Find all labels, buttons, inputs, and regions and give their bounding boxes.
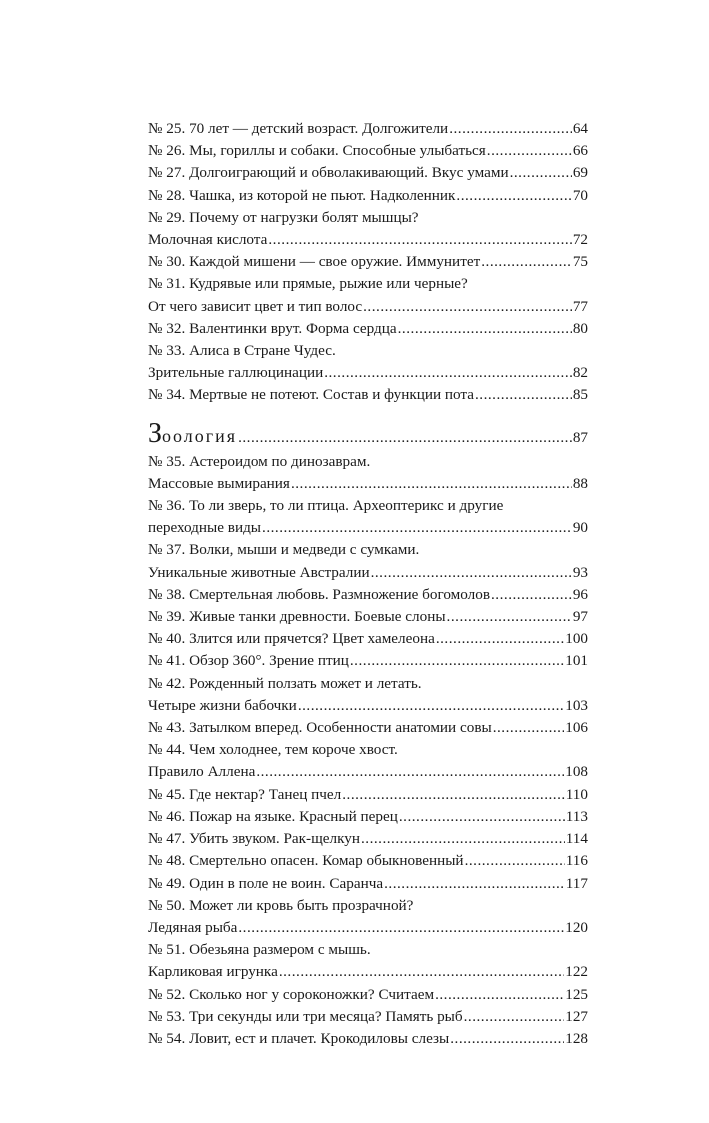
toc-entry-line <box>148 717 588 739</box>
toc-entry-page-number: 97 <box>572 608 588 626</box>
toc-entry-page-number: 114 <box>565 830 588 848</box>
leader-dots <box>238 917 564 939</box>
toc-entry-page-number: 90 <box>572 519 588 537</box>
toc-entry-page-number: 75 <box>572 253 588 271</box>
toc-entry-title-line: № 51. Обезьяна размером с мышь. <box>148 941 371 959</box>
toc-entry-line <box>148 806 588 828</box>
toc-entry-title: № 26. Мы, гориллы и собаки. Способные улыбаться <box>148 142 486 160</box>
toc-entry[interactable] <box>148 984 588 1006</box>
toc-entry[interactable] <box>148 873 588 895</box>
leader-dots <box>435 984 564 1006</box>
toc-entry-title: Зрительные галлюцинации <box>148 364 324 382</box>
toc-entry-title-line: № 35. Астероидом по динозаврам. <box>148 452 371 470</box>
toc-entry-line <box>148 761 588 783</box>
leader-dots <box>456 185 571 207</box>
toc-entry-title-line: № 44. Чем холоднее, тем короче хвост. <box>148 741 398 759</box>
toc-entry-title: № 41. Обзор 360°. Зрение птиц <box>148 652 349 670</box>
toc-entry-page-number: 127 <box>565 1007 588 1025</box>
toc-entry-title: Уникальные животные Австралии <box>148 563 370 581</box>
toc-entry[interactable] <box>148 717 588 739</box>
leader-dots <box>449 118 572 140</box>
toc-entry-title: Массовые вымирания <box>148 474 290 492</box>
toc-entry[interactable] <box>148 739 588 783</box>
toc-entry-page-number: 108 <box>565 763 588 781</box>
toc-section-zoology-entries <box>148 451 588 1050</box>
leader-dots <box>238 425 572 451</box>
toc-entry[interactable] <box>148 1006 588 1028</box>
toc-entry-title: № 39. Живые танки древности. Боевые слоны <box>148 608 446 626</box>
toc-entry-page-number: 72 <box>572 231 588 249</box>
toc-entry-page-number: 66 <box>572 142 588 160</box>
toc-entry-line <box>148 628 588 650</box>
toc-entry-page-number: 88 <box>572 474 588 492</box>
toc-entry-line <box>148 850 588 872</box>
leader-dots <box>268 229 571 251</box>
toc-entry-title-line: № 50. Может ли кровь быть прозрачной? <box>148 896 414 914</box>
toc-entry[interactable] <box>148 784 588 806</box>
toc-entry[interactable] <box>148 895 588 939</box>
toc-entry-title: Карликовая игрунка <box>148 963 278 981</box>
toc-entry-page-number: 69 <box>572 164 588 182</box>
leader-dots <box>487 140 572 162</box>
leader-dots <box>465 850 565 872</box>
leader-dots <box>262 517 572 539</box>
toc-entry-page-number: 93 <box>572 563 588 581</box>
toc-entry-title-line: № 33. Алиса в Стране Чудес. <box>148 342 336 360</box>
toc-entry-title: № 32. Валентинки врут. Форма сердца <box>148 319 397 337</box>
toc-entry-page-number: 125 <box>565 985 588 1003</box>
toc-entry[interactable] <box>148 495 588 539</box>
toc-section-anatomy-entries <box>148 118 588 407</box>
toc-entry-line <box>148 873 588 895</box>
leader-dots <box>450 1028 564 1050</box>
toc-entry-line <box>148 296 588 318</box>
toc-entry-title: № 27. Долгоиграющий и обволакивающий. Вкус умами <box>148 164 509 182</box>
toc-entry[interactable] <box>148 140 588 162</box>
toc-entry-page-number: 122 <box>565 963 588 981</box>
toc-entry-page-number: 101 <box>565 652 588 670</box>
leader-dots <box>436 628 564 650</box>
toc-entry[interactable] <box>148 806 588 828</box>
toc-entry-page-number: 70 <box>572 186 588 204</box>
toc-entry-line <box>148 784 588 806</box>
toc-entry-line <box>148 251 588 273</box>
toc-entry-title-line: № 42. Рожденный ползать может и летать. <box>148 674 422 692</box>
toc-entry-page-number: 117 <box>565 874 588 892</box>
toc-entry-title: № 25. 70 лет — детский возраст. Долгожители <box>148 120 449 137</box>
toc-entry[interactable] <box>148 828 588 850</box>
section-heading-zoology <box>148 417 588 451</box>
toc-entry[interactable] <box>148 606 588 628</box>
toc-entry[interactable] <box>148 650 588 672</box>
toc-entry-page-number: 128 <box>565 1029 588 1047</box>
toc-entry[interactable] <box>148 451 588 495</box>
leader-dots <box>493 717 565 739</box>
toc-entry-line <box>148 118 588 140</box>
leader-dots <box>371 562 572 584</box>
toc-entry-line <box>148 185 588 207</box>
toc-entry-line <box>148 961 588 983</box>
toc-entry[interactable] <box>148 628 588 650</box>
toc-entry-title: № 30. Каждой мишени — свое оружие. Иммунитет <box>148 253 481 271</box>
toc-entry-title: От чего зависит цвет и тип волос <box>148 297 363 315</box>
leader-dots <box>384 873 565 895</box>
toc-entry-line <box>148 318 588 340</box>
toc-entry-title: № 34. Мертвые не потеют. Состав и функции пота <box>148 386 474 404</box>
leader-dots <box>510 162 572 184</box>
toc-entry-line <box>148 562 588 584</box>
toc-entry-line <box>148 1006 588 1028</box>
toc-entry[interactable] <box>148 850 588 872</box>
leader-dots <box>350 650 564 672</box>
toc-entry-line <box>148 606 588 628</box>
toc-entry-page-number: 103 <box>565 696 588 714</box>
toc-entry-line <box>148 162 588 184</box>
toc-entry-line <box>148 984 588 1006</box>
toc-entry-page-number: 96 <box>572 585 588 603</box>
leader-dots <box>491 584 572 606</box>
toc-entry-line <box>148 362 588 384</box>
toc-entry-page-number: 77 <box>572 297 588 315</box>
toc-entry[interactable] <box>148 384 588 406</box>
toc-entry-line <box>148 828 588 850</box>
leader-dots <box>363 296 572 318</box>
toc-entry-title: Правило Аллена <box>148 763 256 781</box>
section-spacer <box>148 407 588 421</box>
toc-entry-title: Ледяная рыба <box>148 918 238 936</box>
leader-dots <box>399 806 565 828</box>
leader-dots <box>361 828 565 850</box>
toc-entry-page-number: 100 <box>565 630 588 648</box>
toc-entry-line <box>148 229 588 251</box>
section-title-rest: оология <box>162 425 238 446</box>
leader-dots <box>279 961 564 983</box>
toc-entry[interactable] <box>148 118 588 140</box>
toc-entry-page-number: 113 <box>565 807 588 825</box>
toc-entry-title: № 47. Убить звуком. Рак-щелкун <box>148 830 360 848</box>
leader-dots <box>481 251 572 273</box>
leader-dots <box>324 362 572 384</box>
toc-entry-title-line: № 29. Почему от нагрузки болят мышцы? <box>148 208 419 226</box>
toc-entry[interactable] <box>148 318 588 340</box>
toc-entry-title: Четыре жизни бабочки <box>148 696 297 714</box>
toc-entry-line <box>148 384 588 406</box>
toc-entry-line <box>148 1028 588 1050</box>
section-title <box>148 417 238 449</box>
leader-dots <box>447 606 572 628</box>
toc-entry-page-number: 116 <box>565 852 588 870</box>
leader-dots <box>342 784 565 806</box>
toc-entry-title: № 53. Три секунды или три месяца? Память рыб <box>148 1007 463 1025</box>
toc-entry-title: № 28. Чашка, из которой не пьют. Надколенник <box>148 186 456 204</box>
toc-entry[interactable] <box>148 273 588 317</box>
toc-entry-page-number: 82 <box>572 364 588 382</box>
toc-entry-line <box>148 473 588 495</box>
toc-entry-line <box>148 584 588 606</box>
toc-entry-title: № 46. Пожар на языке. Красный перец <box>148 807 398 825</box>
section-title-initial: З <box>148 417 163 449</box>
toc-entry-line <box>148 917 588 939</box>
toc-entry[interactable] <box>148 539 588 583</box>
toc-entry-title: № 43. Затылком вперед. Особенности анатомии совы <box>148 719 492 737</box>
leader-dots <box>398 318 572 340</box>
toc-entry[interactable] <box>148 251 588 273</box>
toc-entry[interactable] <box>148 673 588 717</box>
toc-entry[interactable] <box>148 1028 588 1050</box>
leader-dots <box>256 761 564 783</box>
toc-entry-title: № 48. Смертельно опасен. Комар обыкновенный <box>148 852 464 870</box>
toc-entry-title: № 40. Злится или прячется? Цвет хамелеона <box>148 630 435 648</box>
toc-entry-title: № 49. Один в поле не воин. Саранча <box>148 874 384 892</box>
table-of-contents <box>148 118 588 1050</box>
toc-entry-title-line: № 31. Кудрявые или прямые, рыжие или черные? <box>148 275 468 293</box>
toc-entry-title-line: № 37. Волки, мыши и медведи с сумками. <box>148 541 420 559</box>
toc-entry-title: № 54. Ловит, ест и плачет. Крокодиловы слезы <box>148 1029 450 1047</box>
toc-entry[interactable] <box>148 207 588 251</box>
toc-entry[interactable] <box>148 584 588 606</box>
toc-entry-line <box>148 517 588 539</box>
toc-entry-title: Молочная кислота <box>148 231 268 249</box>
toc-entry-title-line: № 36. То ли зверь, то ли птица. Археоптерикс и другие <box>148 497 504 515</box>
leader-dots <box>464 1006 565 1028</box>
toc-entry-page-number: 110 <box>565 785 588 803</box>
toc-entry-line <box>148 695 588 717</box>
toc-entry-title: № 52. Сколько ног у сороконожки? Считаем <box>148 985 435 1003</box>
toc-entry-title: № 45. Где нектар? Танец пчел <box>148 785 342 803</box>
toc-entry[interactable] <box>148 340 588 384</box>
toc-entry[interactable] <box>148 162 588 184</box>
toc-entry-page-number: 80 <box>572 319 588 337</box>
toc-entry[interactable] <box>148 939 588 983</box>
toc-entry-page-number: 106 <box>565 719 588 737</box>
toc-entry-page-number: 120 <box>565 918 588 936</box>
toc-entry-page-number: 64 <box>572 120 588 137</box>
toc-entry[interactable] <box>148 185 588 207</box>
toc-entry-page-number: 85 <box>572 386 588 404</box>
leader-dots <box>298 695 564 717</box>
toc-entry-line <box>148 140 588 162</box>
toc-entry-line <box>148 650 588 672</box>
section-page-number: 87 <box>572 428 588 446</box>
leader-dots <box>475 384 572 406</box>
leader-dots <box>291 473 572 495</box>
toc-entry-title: переходные виды <box>148 519 262 537</box>
toc-entry-title: № 38. Смертельная любовь. Размножение богомолов <box>148 585 490 603</box>
